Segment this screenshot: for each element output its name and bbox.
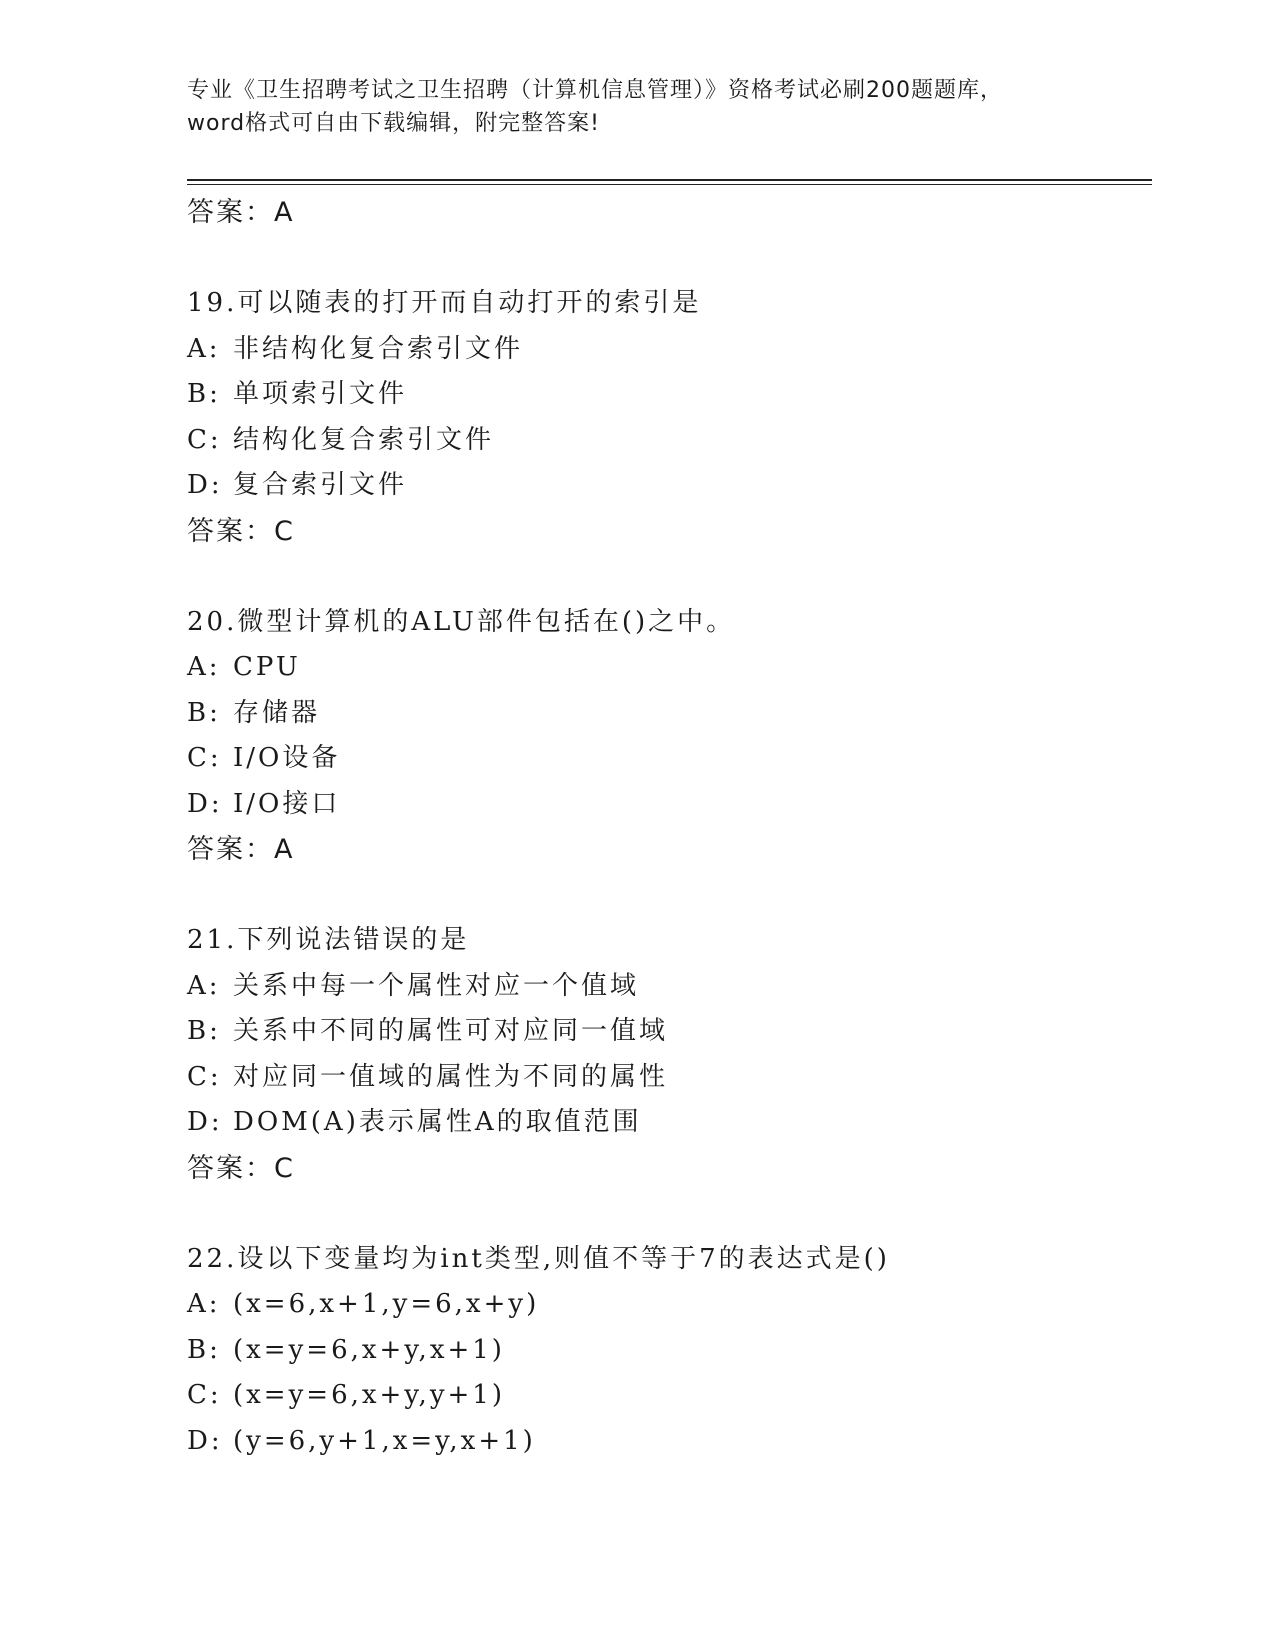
option-a: [187, 645, 1147, 691]
option-text: 复合索引文件: [233, 470, 408, 500]
option-d: [187, 463, 1147, 509]
option-label: C:: [187, 1061, 222, 1092]
option-text: 单项索引文件: [233, 379, 408, 409]
option-a: [187, 964, 1147, 1010]
option-text: I/O接口: [233, 788, 341, 819]
header-title-line-1: 专业《卫生招聘考试之卫生招聘（计算机信息管理）》资格考试必刷200题题库，: [187, 78, 1003, 103]
option-c: [187, 1055, 1147, 1101]
option-c: [187, 1373, 1147, 1419]
header-title-line-2: word格式可自由下载编辑，附完整答案!: [187, 111, 600, 136]
option-label: A:: [187, 1289, 221, 1319]
option-text: 关系中不同的属性可对应同一值域: [233, 1016, 669, 1046]
answer-line: 答案：A: [187, 197, 295, 228]
option-b: [187, 1009, 1147, 1055]
answer-line: 答案：A: [187, 834, 295, 865]
spacer: [187, 235, 1147, 281]
option-label: D:: [187, 1425, 223, 1456]
option-b: [187, 372, 1147, 418]
answer-line: 答案：C: [187, 1152, 295, 1184]
question-stem: 21.下列说法错误的是: [187, 925, 470, 955]
option-label: D:: [187, 470, 223, 500]
option-label: A:: [187, 970, 221, 1001]
option-b: [187, 1328, 1147, 1374]
question-list: [187, 190, 1147, 1464]
spacer: [187, 554, 1147, 600]
question-block: [187, 918, 1147, 1191]
option-a: [187, 1282, 1147, 1328]
option-d: [187, 1419, 1147, 1465]
option-label: A:: [187, 652, 221, 682]
option-label: D:: [187, 788, 223, 819]
question-block: [187, 1237, 1147, 1465]
header-divider-thick: [187, 179, 1152, 181]
option-text: DOM(A)表示属性A的取值范围: [233, 1107, 642, 1137]
option-label: A:: [187, 333, 221, 364]
option-label: D:: [187, 1107, 223, 1137]
option-text: (x=y=6,x+y,y+1): [233, 1380, 505, 1410]
question-block: [187, 281, 1147, 554]
question-block: [187, 600, 1147, 873]
option-text: (y=6,y+1,x=y,x+1): [233, 1425, 536, 1456]
option-c: [187, 736, 1147, 782]
option-label: B:: [187, 379, 221, 409]
option-text: I/O设备: [233, 743, 341, 773]
option-text: 结构化复合索引文件: [233, 424, 495, 455]
option-text: 存储器: [233, 697, 321, 728]
option-text: (x=y=6,x+y,x+1): [233, 1334, 505, 1365]
option-label: B:: [187, 697, 221, 728]
option-label: C:: [187, 743, 222, 773]
question-stem: 20.微型计算机的ALU部件包括在()之中。: [187, 606, 736, 637]
option-a: [187, 327, 1147, 373]
question-stem: 19.可以随表的打开而自动打开的索引是: [187, 288, 702, 318]
option-label: B:: [187, 1334, 221, 1365]
spacer: [187, 1191, 1147, 1237]
option-d: [187, 1100, 1147, 1146]
header-divider-thin: [187, 184, 1152, 185]
option-text: 对应同一值域的属性为不同的属性: [233, 1061, 669, 1092]
option-label: B:: [187, 1016, 221, 1046]
question-stem: 22.设以下变量均为int类型,则值不等于7的表达式是(): [187, 1243, 890, 1274]
option-text: 关系中每一个属性对应一个值域: [233, 970, 640, 1001]
option-d: [187, 782, 1147, 828]
option-text: (x=6,x+1,y=6,x+y): [233, 1289, 540, 1319]
option-text: CPU: [233, 652, 301, 682]
option-label: C:: [187, 1380, 222, 1410]
spacer: [187, 872, 1147, 918]
answer-line: 答案：C: [187, 515, 295, 547]
document-header: [187, 74, 1087, 140]
option-label: C:: [187, 424, 222, 455]
option-c: [187, 418, 1147, 464]
option-b: [187, 691, 1147, 737]
option-text: 非结构化复合索引文件: [233, 333, 524, 364]
